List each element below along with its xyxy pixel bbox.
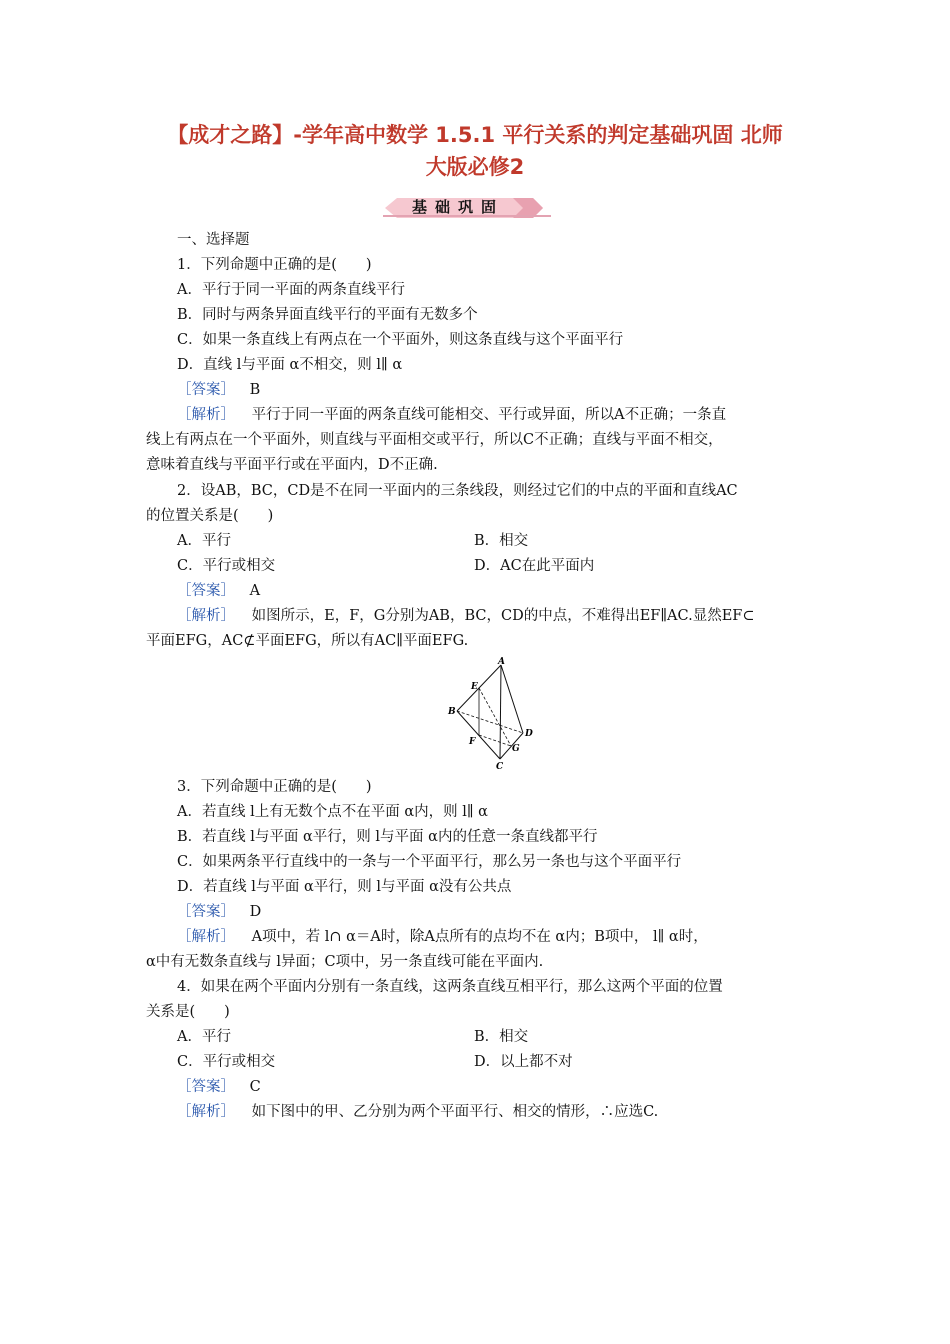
- answer-value: C: [249, 1079, 261, 1095]
- answer-tag: ［答案］: [177, 1079, 235, 1095]
- analysis-text: 平行于同一平面的两条直线可能相交、平行或异面，所以A不正确；一条直: [251, 407, 727, 423]
- q2-option-a: A．平行: [177, 533, 231, 549]
- q1-option-c: C．如果一条直线上有两点在一个平面外，则这条直线与这个平面平行: [177, 332, 624, 348]
- q3-option-a: A．若直线 l上有无数个点不在平面 α内，则 l∥ α: [177, 804, 488, 820]
- analysis-tag: ［解析］: [177, 608, 235, 624]
- analysis-text: A项中，若 l∩ α＝A时，除A点所有的点均不在 α内；B项中， l∥ α时，: [251, 929, 708, 945]
- analysis-text: 如下图中的甲、乙分别为两个平面平行、相交的情形，∴应选C.: [251, 1104, 659, 1120]
- q1-analysis-line2: 线上有两点在一个平面外，则直线与平面相交或平行，所以C不正确；直线与平面不相交，: [146, 432, 723, 448]
- q4-option-d: D．以上都不对: [474, 1054, 573, 1070]
- point-label-g: G: [512, 744, 520, 754]
- q2-answer: [177, 581, 260, 601]
- q2-stem-line2: 的位置关系是( ): [146, 508, 274, 524]
- q4-option-b: B．相交: [474, 1029, 529, 1045]
- q3-analysis: [177, 927, 708, 947]
- section-banner: 基础巩固: [411, 198, 504, 216]
- q2-stem: 2．设AB，BC，CD是不在同一平面内的三条线段，则经过它们的中点的平面和直线AC: [177, 483, 738, 499]
- q1-analysis-line3: 意味着直线与平面平行或在平面内，D不正确.: [146, 457, 438, 473]
- q1-option-a: A．平行于同一平面的两条直线平行: [177, 282, 405, 298]
- q3-option-c: C．如果两条平行直线中的一条与一个平面平行，那么另一条也与这个平面平行: [177, 854, 682, 870]
- q4-answer: [177, 1077, 261, 1097]
- q2-analysis: [177, 606, 755, 626]
- analysis-text: 如图所示，E，F，G分别为AB，BC，CD的中点，不难得出EF∥AC.显然EF⊂: [251, 608, 755, 624]
- q1-stem: 1．下列命题中正确的是( ): [177, 257, 372, 273]
- vertex-label-c: C: [496, 762, 504, 770]
- q1-analysis: [177, 405, 726, 425]
- q4-option-c: C．平行或相交: [177, 1054, 276, 1070]
- analysis-tag: ［解析］: [177, 929, 235, 945]
- q2-analysis-line2: 平面EFG，AC⊄平面EFG，所以有AC∥平面EFG.: [146, 633, 469, 649]
- q2-option-c: C．平行或相交: [177, 558, 276, 574]
- answer-value: D: [249, 904, 262, 920]
- vertex-label-d: D: [525, 729, 533, 739]
- tetrahedron-figure: [443, 655, 543, 770]
- vertex-label-a: A: [498, 657, 505, 667]
- analysis-tag: ［解析］: [177, 407, 235, 423]
- q4-analysis: [177, 1102, 658, 1122]
- document-title-line1: 【成才之路】-学年高中数学 1.5.1 平行关系的判定基础巩固 北师: [167, 123, 783, 147]
- q2-option-d: D．AC在此平面内: [474, 558, 595, 574]
- answer-value: B: [249, 382, 261, 398]
- q3-option-d: D．若直线 l与平面 α平行，则 l与平面 α没有公共点: [177, 879, 512, 895]
- q3-option-b: B．若直线 l与平面 α平行，则 l与平面 α内的任意一条直线都平行: [177, 829, 598, 845]
- q4-option-a: A．平行: [177, 1029, 231, 1045]
- point-label-f: F: [469, 737, 476, 747]
- q2-option-b: B．相交: [474, 533, 529, 549]
- q4-stem-line2: 关系是( ): [146, 1004, 230, 1020]
- q1-option-d: D．直线 l与平面 α不相交，则 l∥ α: [177, 357, 403, 373]
- q3-analysis-line2: α中有无数条直线与 l异面；C项中，另一条直线可能在平面内.: [146, 954, 544, 970]
- q3-answer: [177, 902, 261, 922]
- q1-answer: [177, 380, 260, 400]
- answer-tag: ［答案］: [177, 382, 235, 398]
- q3-stem: 3．下列命题中正确的是( ): [177, 779, 372, 795]
- answer-tag: ［答案］: [177, 583, 235, 599]
- section-heading: 一、选择题: [177, 232, 250, 248]
- document-title-line2: 大版必修2: [425, 155, 525, 179]
- q4-stem: 4．如果在两个平面内分别有一条直线，这两条直线互相平行，那么这两个平面的位置: [177, 979, 723, 995]
- q1-option-b: B．同时与两条异面直线平行的平面有无数多个: [177, 307, 478, 323]
- point-label-e: E: [471, 682, 478, 692]
- analysis-tag: ［解析］: [177, 1104, 235, 1120]
- vertex-label-b: B: [448, 707, 456, 717]
- answer-tag: ［答案］: [177, 904, 235, 920]
- answer-value: A: [249, 583, 261, 599]
